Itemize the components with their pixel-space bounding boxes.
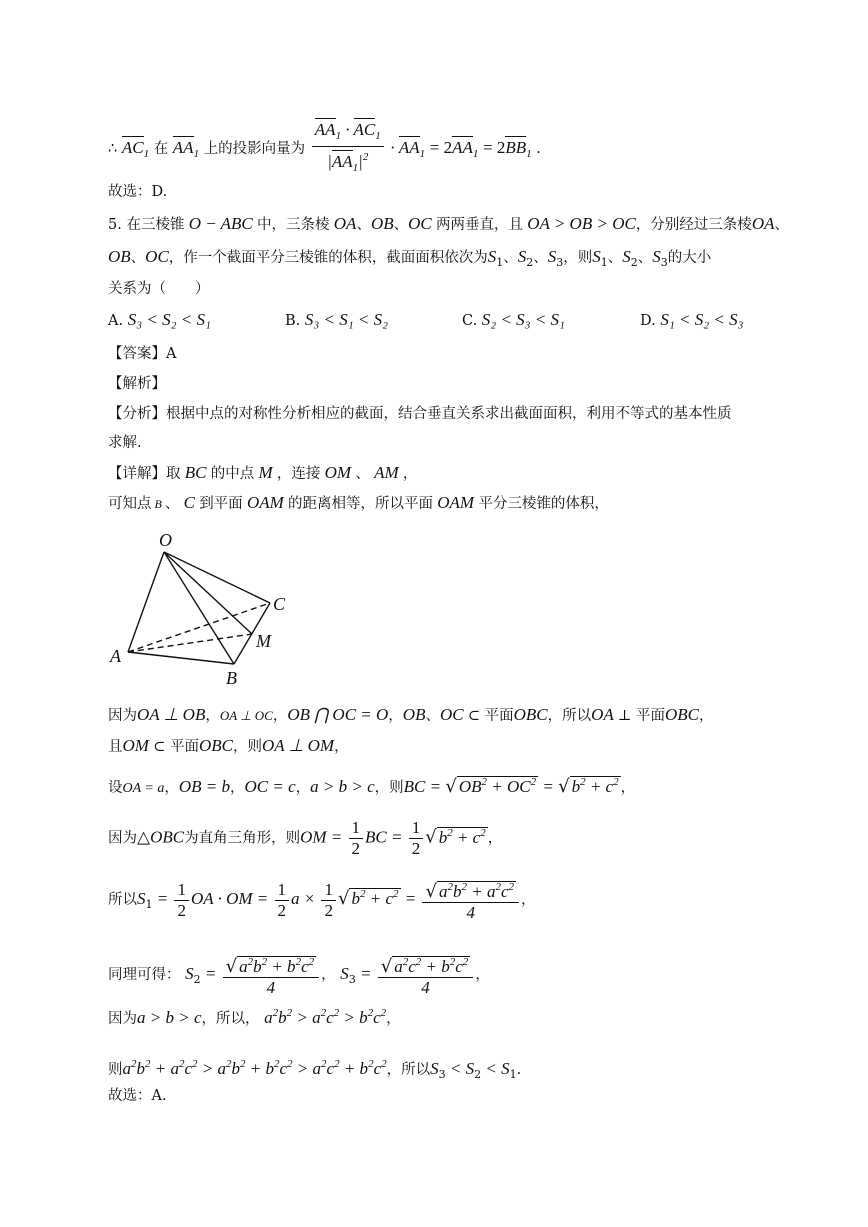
option-d: D. S₁ < S₂ < S₃ — [640, 310, 744, 329]
tetrahedron-figure — [108, 528, 298, 688]
label-a: A — [110, 646, 121, 666]
analysis-line1: 【分析】根据中点的对称性分析相应的截面，结合垂直关系求出截面面积，利用不等式的基本性质 — [108, 406, 732, 422]
option-a: A. S₃ < S₂ < S₁ — [108, 310, 211, 329]
q5-line3: 关系为（ ） — [108, 281, 210, 297]
detail-line: 【详解】取 BC 的中点 M ，连接 OM 、 AM ， — [108, 463, 418, 482]
option-c: C. S₂ < S₃ < S₁ — [462, 310, 565, 329]
perp-line2: 且OM ⊂ 平面OBC，则OA ⊥ OM， — [108, 736, 349, 755]
q5-line1: 5. 在三棱锥 O − ABC 中，三条棱 OA、OB、OC 两两垂直，且 OA > OB > OC，分别经过三条棱OA、 — [108, 214, 789, 233]
final-choice: 故选：A. — [108, 1088, 167, 1104]
s1-line: 所以$S_1$ = $\frac{1}{2}$ OA · OM = $\frac{1}{2}$ a × $\frac{1}{2}$ √ $b^2 + c^2$ = $\frac{√ a^2b^2 + a^2c^2}{4}$ ， — [108, 877, 536, 923]
equidistant-line: 可知点 B 、 C 到平面 OAM 的距离相等，所以平面 OAM 平分三棱锥的体积， — [108, 493, 609, 512]
then-line: 则$a^2b^2 + a^2c^2 > a^2b^2 + b^2c^2 > a^2c^2 + b^2c^2$，所以$S_3 < S_2 < S_1$. — [108, 1058, 522, 1081]
set-line: 设OA = a，OB = b，OC = c，a > b > c，则BC = √ $OB^2 + OC^2$ = √ $b^2 + c^2$ ， — [108, 776, 636, 797]
projection-fraction: $\frac{AA_1 \cdot AC_1}{|AA_1|^2}$ — [312, 120, 384, 178]
label-b: B — [226, 668, 237, 688]
answer: 【答案】A — [108, 346, 177, 362]
option-b: B. S₃ < S₁ < S₂ — [285, 310, 389, 329]
q5-line2: OB、OC，作一个截面平分三棱锥的体积，截面面积依次为$S_1$、$S_2$、$S_3$，则$S_1$、$S_2$、$S_3$的大小 — [108, 247, 712, 269]
same-line: 同理可得： $S_2$ = $\frac{√ a^2b^2 + b^2c^2}{4}$ ， $S_3$ = $\frac{√ a^2c^2 + b^2c^2}{4}$ ， — [108, 952, 490, 998]
right-triangle-line: 因为△OBC为直角三角形，则OM = $\frac{1}{2}$ BC = $\frac{1}{2}$ √ $b^2 + c^2$ ， — [108, 818, 503, 858]
jiexi-heading: 【解析】 — [108, 376, 166, 392]
label-m: M — [256, 631, 271, 651]
label-o: O — [159, 530, 172, 550]
since-line: 因为a > b > c，所以， $a^2b^2 > a^2c^2 > b^2c^2$， — [108, 1007, 401, 1027]
analysis-line2: 求解. — [108, 435, 142, 451]
label-c: C — [273, 594, 286, 614]
perp-line1: 因为OA ⊥ OB，OA ⊥ OC，OB ⋂ OC = O，OB、OC ⊂ 平面OBC，所以OA ⊥ 平面OBC， — [108, 705, 714, 724]
q4-choice: 故选：D. — [108, 184, 168, 200]
projection-line: ∴ $AC_1$ 在 $AA_1$ 上的投影向量为 $\frac{AA_1 \cdot AC_1}{|AA_1|^2}$ · $AA_1 = 2AA_1 = 2BB_1$ . — [108, 120, 541, 178]
